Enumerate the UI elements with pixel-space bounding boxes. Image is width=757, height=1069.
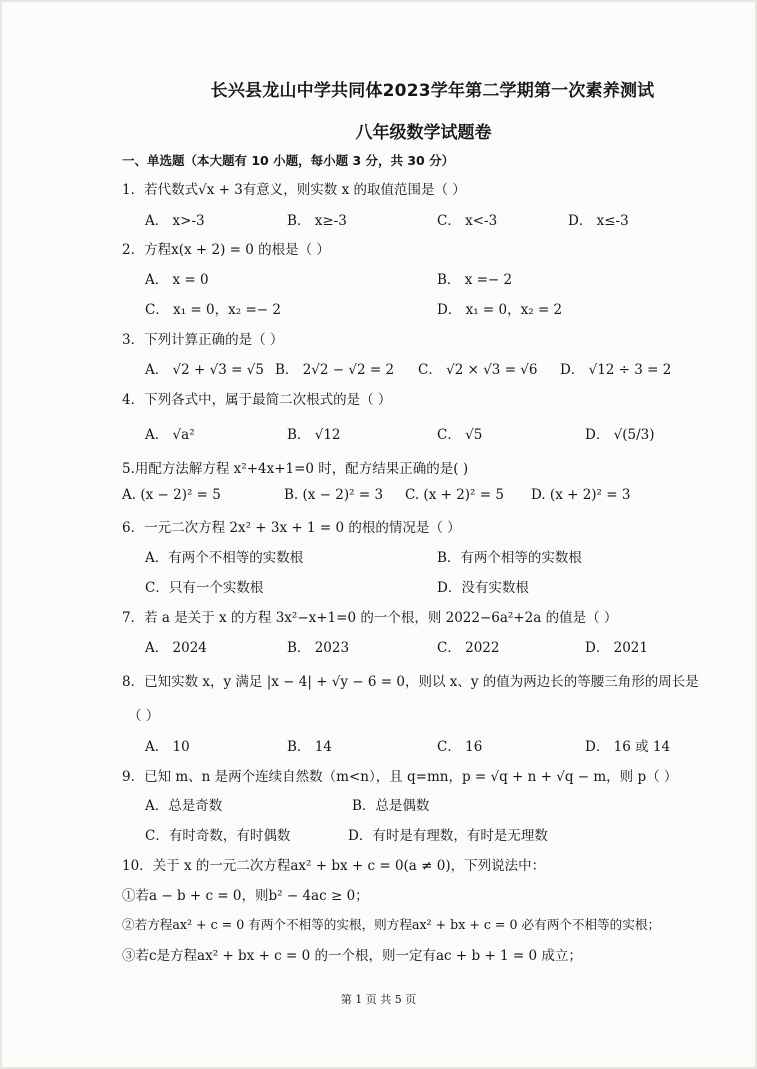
section-heading: 一、单选题（本大题有 10 小题，每小题 3 分，共 30 分）: [122, 153, 455, 168]
q7-option-a: A． 2024: [145, 640, 207, 656]
q8-option-d: D． 16 或 14: [585, 739, 671, 755]
q6-option-b: B．有两个相等的实数根: [437, 550, 582, 566]
q10-statement-2: ②若方程ax² + c = 0 有两个不相等的实根，则方程ax² + bx + c = 0 必有两个不相等的实根；: [122, 917, 661, 932]
q9-option-c: C．有时奇数，有时偶数: [145, 828, 291, 844]
q1-option-b: B． x≥-3: [287, 213, 347, 229]
exam-subtitle: 八年级数学试题卷: [355, 123, 492, 143]
q4-option-b: B． √12: [287, 427, 341, 443]
q2-option-d: D． x₁ = 0，x₂ = 2: [437, 302, 563, 318]
q5-option-a: A. (x − 2)² = 5: [122, 487, 221, 503]
q7-option-d: D． 2021: [585, 640, 648, 656]
q8-option-b: B． 14: [287, 739, 332, 755]
question-1-stem: 1．若代数式√x + 3有意义，则实数 x 的取值范围是（ ）: [122, 182, 466, 198]
q3-option-d: D． √12 ÷ 3 = 2: [560, 362, 672, 378]
q10-statement-1: ①若a − b + c = 0，则b² − 4ac ≥ 0；: [122, 888, 369, 904]
q4-option-d: D． √(5/3): [585, 427, 655, 443]
q9-option-a: A．总是奇数: [145, 798, 223, 814]
q4-option-c: C． √5: [437, 427, 483, 443]
q5-option-b: B. (x − 2)² = 3: [284, 487, 384, 503]
q1-option-c: C． x<-3: [437, 213, 498, 229]
question-8-stem: 8．已知实数 x，y 满足 |x − 4| + √y − 6 = 0，则以 x、y 的值为两边长的等腰三角形的周长是: [122, 674, 699, 690]
question-3-stem: 3．下列计算正确的是（ ）: [122, 332, 284, 348]
question-2-stem: 2．方程x(x + 2) = 0 的根是（ ）: [122, 242, 330, 258]
q8-option-c: C． 16: [437, 739, 483, 755]
q7-option-c: C． 2022: [437, 640, 500, 656]
q2-option-a: A． x = 0: [145, 272, 209, 288]
question-6-stem: 6．一元二次方程 2x² + 3x + 1 = 0 的根的情况是（ ）: [122, 520, 461, 536]
q6-option-d: D．没有实数根: [437, 580, 529, 596]
q5-option-c: C. (x + 2)² = 5: [405, 487, 504, 503]
question-8-answer-bracket: （ ）: [128, 708, 160, 724]
q9-option-d: D．有时是有理数，有时是无理数: [348, 828, 548, 844]
q2-option-b: B． x =− 2: [437, 272, 513, 288]
q10-statement-3: ③若c是方程ax² + bx + c = 0 的一个根，则一定有ac + b + 1 = 0 成立；: [122, 948, 582, 964]
question-7-stem: 7．若 a 是关于 x 的方程 3x²−x+1=0 的一个根，则 2022−6a²+2a 的值是（ ）: [122, 610, 618, 626]
q6-option-c: C．只有一个实数根: [145, 580, 264, 596]
q7-option-b: B． 2023: [287, 640, 350, 656]
page-number: 第 1 页 共 5 页: [340, 993, 417, 1006]
question-9-stem: 9．已知 m、n 是两个连续自然数（m<n），且 q=mn，p = √q + n + √q − m，则 p（ ）: [122, 769, 678, 785]
q8-option-a: A． 10: [145, 739, 190, 755]
q5-option-d: D. (x + 2)² = 3: [531, 487, 631, 503]
q3-option-c: C． √2 × √3 = √6: [418, 362, 538, 378]
q3-option-b: B． 2√2 − √2 = 2: [275, 362, 395, 378]
q1-option-d: D． x≤-3: [568, 213, 629, 229]
q9-option-b: B．总是偶数: [352, 798, 430, 814]
q3-option-a: A． √2 + √3 = √5: [145, 362, 264, 378]
q6-option-a: A．有两个不相等的实数根: [145, 550, 304, 566]
q4-option-a: A． √a²: [145, 427, 195, 443]
q1-option-a: A． x>-3: [145, 213, 205, 229]
question-10-stem: 10．关于 x 的一元二次方程ax² + bx + c = 0(a ≠ 0)，下列说法中：: [122, 858, 546, 874]
exam-title: 长兴县龙山中学共同体2023学年第二学期第一次素养测试: [210, 81, 655, 101]
question-5-stem: 5.用配方法解方程 x²+4x+1=0 时，配方结果正确的是( ): [122, 461, 469, 477]
question-4-stem: 4．下列各式中，属于最简二次根式的是（ ）: [122, 392, 392, 408]
q2-option-c: C． x₁ = 0，x₂ =− 2: [145, 302, 281, 318]
